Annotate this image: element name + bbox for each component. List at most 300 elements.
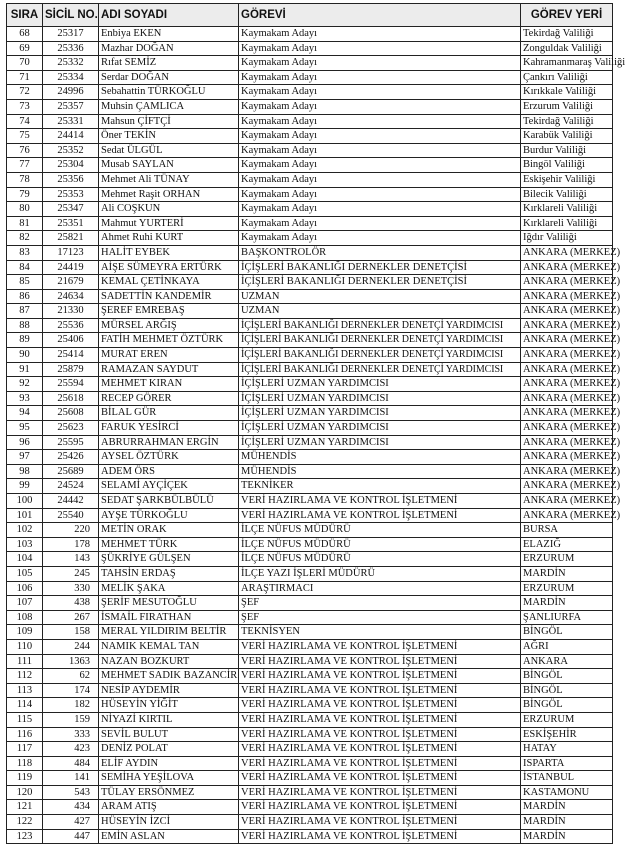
cell-sira: 98 xyxy=(7,464,43,479)
cell-adi-soyadi: Öner TEKİN xyxy=(99,129,239,144)
cell-gorevi: Kaymakam Adayı xyxy=(239,56,521,71)
cell-sira: 83 xyxy=(7,245,43,260)
cell-gorev-yeri: ANKARA (MERKEZ) xyxy=(521,464,613,479)
cell-adi-soyadi: SEDAT ŞARKBÜLBÜLÜ xyxy=(99,494,239,509)
cell-sira: 68 xyxy=(7,27,43,42)
cell-sira: 109 xyxy=(7,625,43,640)
cell-sira: 74 xyxy=(7,114,43,129)
cell-sicil-no: 245 xyxy=(43,566,99,581)
cell-sicil-no: 141 xyxy=(43,771,99,786)
table-row xyxy=(7,216,613,231)
cell-sicil-no: 24634 xyxy=(43,289,99,304)
cell-adi-soyadi: Sedat ÜLGÜL xyxy=(99,143,239,158)
cell-sicil-no: 25594 xyxy=(43,377,99,392)
cell-sicil-no: 25357 xyxy=(43,99,99,114)
cell-sicil-no: 25334 xyxy=(43,70,99,85)
table-row xyxy=(7,464,613,479)
cell-sicil-no: 25351 xyxy=(43,216,99,231)
cell-gorevi: VERİ HAZIRLAMA VE KONTROL İŞLETMENİ xyxy=(239,785,521,800)
table-row xyxy=(7,771,613,786)
table-row xyxy=(7,566,613,581)
cell-sira: 84 xyxy=(7,260,43,275)
cell-gorev-yeri: ERZURUM xyxy=(521,552,613,567)
cell-adi-soyadi: Serdar DOĞAN xyxy=(99,70,239,85)
cell-sicil-no: 484 xyxy=(43,756,99,771)
cell-gorevi: İÇİŞLERİ BAKANLIĞI DERNEKLER DENETÇİ YARDIMCISI xyxy=(239,348,521,363)
table-row xyxy=(7,800,613,815)
cell-adi-soyadi: NAZAN BOZKURT xyxy=(99,654,239,669)
cell-adi-soyadi: MURAT EREN xyxy=(99,348,239,363)
cell-sicil-no: 25406 xyxy=(43,333,99,348)
cell-sicil-no: 25618 xyxy=(43,391,99,406)
cell-sicil-no: 182 xyxy=(43,698,99,713)
cell-sicil-no: 143 xyxy=(43,552,99,567)
cell-gorevi: İÇİŞLERİ UZMAN YARDIMCISI xyxy=(239,391,521,406)
table-row xyxy=(7,552,613,567)
cell-adi-soyadi: Mehmet Ali TÜNAY xyxy=(99,172,239,187)
cell-sicil-no: 25536 xyxy=(43,318,99,333)
cell-sicil-no: 25347 xyxy=(43,202,99,217)
table-row xyxy=(7,494,613,509)
cell-sira: 81 xyxy=(7,216,43,231)
cell-adi-soyadi: Mahsun ÇİFTÇİ xyxy=(99,114,239,129)
cell-adi-soyadi: DENİZ POLAT xyxy=(99,742,239,757)
cell-gorevi: İÇİŞLERİ UZMAN YARDIMCISI xyxy=(239,435,521,450)
cell-gorev-yeri: ANKARA (MERKEZ) xyxy=(521,479,613,494)
cell-gorevi: VERİ HAZIRLAMA VE KONTROL İŞLETMENİ xyxy=(239,829,521,844)
cell-sicil-no: 24414 xyxy=(43,129,99,144)
table-row xyxy=(7,187,613,202)
cell-gorevi: VERİ HAZIRLAMA VE KONTROL İŞLETMENİ xyxy=(239,742,521,757)
header-gorev-yeri: GÖREV YERİ xyxy=(521,4,613,27)
cell-adi-soyadi: AYŞE TÜRKOĞLU xyxy=(99,508,239,523)
cell-sicil-no: 25331 xyxy=(43,114,99,129)
cell-sicil-no: 220 xyxy=(43,523,99,538)
cell-sira: 82 xyxy=(7,231,43,246)
table-body xyxy=(7,27,625,844)
cell-sira: 76 xyxy=(7,143,43,158)
cell-sira: 79 xyxy=(7,187,43,202)
cell-gorevi: VERİ HAZIRLAMA VE KONTROL İŞLETMENİ xyxy=(239,683,521,698)
table-row xyxy=(7,742,613,757)
cell-gorevi: TEKNİKER xyxy=(239,479,521,494)
table-row xyxy=(7,479,613,494)
cell-sicil-no: 330 xyxy=(43,581,99,596)
cell-gorev-yeri: Bingöl Valiliği xyxy=(521,158,613,173)
table-row xyxy=(7,450,613,465)
table-row xyxy=(7,99,613,114)
cell-adi-soyadi: ŞÜKRİYE GÜLŞEN xyxy=(99,552,239,567)
cell-gorevi: Kaymakam Adayı xyxy=(239,27,521,42)
cell-gorevi: İLÇE NÜFUS MÜDÜRÜ xyxy=(239,537,521,552)
cell-gorev-yeri: Eskişehir Valiliği xyxy=(521,172,613,187)
cell-gorev-yeri: Kırıkkale Valiliği xyxy=(521,85,613,100)
cell-sira: 119 xyxy=(7,771,43,786)
cell-sicil-no: 24419 xyxy=(43,260,99,275)
cell-sicil-no: 25414 xyxy=(43,348,99,363)
cell-adi-soyadi: Enbiya EKEN xyxy=(99,27,239,42)
table-row xyxy=(7,275,613,290)
cell-sicil-no: 25353 xyxy=(43,187,99,202)
cell-gorev-yeri: ANKARA (MERKEZ) xyxy=(521,421,613,436)
cell-gorevi: Kaymakam Adayı xyxy=(239,231,521,246)
cell-gorev-yeri: Erzurum Valiliği xyxy=(521,99,613,114)
cell-gorev-yeri: Çankırı Valiliği xyxy=(521,70,613,85)
table-row xyxy=(7,698,613,713)
table-row xyxy=(7,114,613,129)
cell-sicil-no: 25356 xyxy=(43,172,99,187)
cell-sicil-no: 24524 xyxy=(43,479,99,494)
cell-gorevi: İLÇE NÜFUS MÜDÜRÜ xyxy=(239,552,521,567)
cell-sira: 117 xyxy=(7,742,43,757)
table-row xyxy=(7,581,613,596)
table-row xyxy=(7,129,613,144)
cell-sicil-no: 438 xyxy=(43,596,99,611)
cell-sicil-no: 25304 xyxy=(43,158,99,173)
cell-adi-soyadi: ABRURRAHMAN ERGİN xyxy=(99,435,239,450)
cell-gorevi: UZMAN xyxy=(239,304,521,319)
cell-gorev-yeri: Kahramanmaraş Valiliği xyxy=(521,56,613,71)
cell-adi-soyadi: SEMİHA YEŞİLOVA xyxy=(99,771,239,786)
table-row xyxy=(7,172,613,187)
cell-sira: 88 xyxy=(7,318,43,333)
table-row xyxy=(7,654,613,669)
cell-adi-soyadi: Musab SAYLAN xyxy=(99,158,239,173)
cell-gorev-yeri: ANKARA (MERKEZ) xyxy=(521,333,613,348)
cell-gorev-yeri: MARDİN xyxy=(521,596,613,611)
cell-gorev-yeri: ANKARA (MERKEZ) xyxy=(521,406,613,421)
cell-adi-soyadi: MÜRSEL ARĞIŞ xyxy=(99,318,239,333)
cell-gorev-yeri: AĞRI xyxy=(521,639,613,654)
cell-gorev-yeri: ANKARA (MERKEZ) xyxy=(521,304,613,319)
cell-adi-soyadi: Ali COŞKUN xyxy=(99,202,239,217)
cell-sicil-no: 24996 xyxy=(43,85,99,100)
table-row xyxy=(7,245,613,260)
cell-gorevi: İÇİŞLERİ BAKANLIĞI DERNEKLER DENETÇİSİ xyxy=(239,260,521,275)
cell-sira: 87 xyxy=(7,304,43,319)
cell-sicil-no: 333 xyxy=(43,727,99,742)
cell-sicil-no: 434 xyxy=(43,800,99,815)
table-row xyxy=(7,70,613,85)
cell-adi-soyadi: İSMAİL FIRATHAN xyxy=(99,610,239,625)
table-row xyxy=(7,829,613,844)
cell-sicil-no: 25595 xyxy=(43,435,99,450)
cell-sira: 92 xyxy=(7,377,43,392)
cell-gorev-yeri: ANKARA (MERKEZ) xyxy=(521,289,613,304)
cell-gorev-yeri: Burdur Valiliği xyxy=(521,143,613,158)
cell-adi-soyadi: Rıfat SEMİZ xyxy=(99,56,239,71)
cell-gorev-yeri: MARDİN xyxy=(521,566,613,581)
cell-adi-soyadi: Sebahattin TÜRKOĞLU xyxy=(99,85,239,100)
cell-gorevi: Kaymakam Adayı xyxy=(239,129,521,144)
cell-sira: 120 xyxy=(7,785,43,800)
table-row xyxy=(7,537,613,552)
cell-gorev-yeri: ANKARA (MERKEZ) xyxy=(521,377,613,392)
cell-adi-soyadi: Muhsin ÇAMLICA xyxy=(99,99,239,114)
cell-adi-soyadi: NESİP AYDEMİR xyxy=(99,683,239,698)
personnel-table xyxy=(6,3,625,844)
cell-adi-soyadi: ELİF AYDIN xyxy=(99,756,239,771)
cell-sicil-no: 25336 xyxy=(43,41,99,56)
cell-gorevi: MÜHENDİS xyxy=(239,450,521,465)
cell-adi-soyadi: Mazhar DOĞAN xyxy=(99,41,239,56)
cell-gorev-yeri: ANKARA xyxy=(521,654,613,669)
cell-gorev-yeri: ANKARA (MERKEZ) xyxy=(521,362,613,377)
cell-sicil-no: 25821 xyxy=(43,231,99,246)
table-row xyxy=(7,41,613,56)
cell-sicil-no: 423 xyxy=(43,742,99,757)
cell-gorevi: Kaymakam Adayı xyxy=(239,187,521,202)
cell-gorevi: Kaymakam Adayı xyxy=(239,114,521,129)
cell-adi-soyadi: SEVİL BULUT xyxy=(99,727,239,742)
cell-gorevi: TEKNİSYEN xyxy=(239,625,521,640)
cell-gorevi: VERİ HAZIRLAMA VE KONTROL İŞLETMENİ xyxy=(239,669,521,684)
table-row xyxy=(7,85,613,100)
cell-gorevi: Kaymakam Adayı xyxy=(239,202,521,217)
cell-sira: 73 xyxy=(7,99,43,114)
table-row xyxy=(7,727,613,742)
cell-sira: 69 xyxy=(7,41,43,56)
cell-sira: 100 xyxy=(7,494,43,509)
cell-sira: 110 xyxy=(7,639,43,654)
cell-adi-soyadi: FATİH MEHMET ÖZTÜRK xyxy=(99,333,239,348)
cell-adi-soyadi: METİN ORAK xyxy=(99,523,239,538)
cell-gorevi: ŞEF xyxy=(239,610,521,625)
cell-sicil-no: 25317 xyxy=(43,27,99,42)
cell-gorev-yeri: Tekirdağ Valiliği xyxy=(521,114,613,129)
cell-sira: 111 xyxy=(7,654,43,669)
table-row xyxy=(7,333,613,348)
cell-adi-soyadi: MELİK ŞAKA xyxy=(99,581,239,596)
cell-sicil-no: 62 xyxy=(43,669,99,684)
cell-gorevi: ARAŞTIRMACI xyxy=(239,581,521,596)
cell-sira: 103 xyxy=(7,537,43,552)
cell-sira: 116 xyxy=(7,727,43,742)
table-row xyxy=(7,435,613,450)
cell-sira: 114 xyxy=(7,698,43,713)
cell-sicil-no: 158 xyxy=(43,625,99,640)
cell-sira: 106 xyxy=(7,581,43,596)
cell-gorevi: İÇİŞLERİ BAKANLIĞI DERNEKLER DENETÇİ YARDIMCISI xyxy=(239,318,521,333)
cell-gorevi: VERİ HAZIRLAMA VE KONTROL İŞLETMENİ xyxy=(239,654,521,669)
cell-adi-soyadi: ŞEREF EMREBAŞ xyxy=(99,304,239,319)
cell-gorev-yeri: Kırklareli Valiliği xyxy=(521,216,613,231)
cell-adi-soyadi: ADEM ÖRS xyxy=(99,464,239,479)
cell-sicil-no: 25352 xyxy=(43,143,99,158)
cell-gorev-yeri: ELAZIĞ xyxy=(521,537,613,552)
cell-sicil-no: 25623 xyxy=(43,421,99,436)
cell-gorev-yeri: Tekirdağ Valiliği xyxy=(521,27,613,42)
cell-gorev-yeri: Karabük Valiliği xyxy=(521,129,613,144)
cell-sicil-no: 24442 xyxy=(43,494,99,509)
cell-adi-soyadi: MEHMET SADIK BAZANCİR xyxy=(99,669,239,684)
cell-sicil-no: 159 xyxy=(43,712,99,727)
cell-adi-soyadi: BİLAL GÜR xyxy=(99,406,239,421)
cell-sira: 90 xyxy=(7,348,43,363)
cell-adi-soyadi: KEMAL ÇETİNKAYA xyxy=(99,275,239,290)
cell-sira: 70 xyxy=(7,56,43,71)
cell-sicil-no: 25426 xyxy=(43,450,99,465)
cell-adi-soyadi: HÜSEYİN YİĞİT xyxy=(99,698,239,713)
cell-gorev-yeri: ANKARA (MERKEZ) xyxy=(521,391,613,406)
cell-sira: 71 xyxy=(7,70,43,85)
cell-sira: 104 xyxy=(7,552,43,567)
cell-adi-soyadi: HÜSEYİN İZCİ xyxy=(99,815,239,830)
cell-adi-soyadi: SADETTİN KANDEMİR xyxy=(99,289,239,304)
cell-gorevi: VERİ HAZIRLAMA VE KONTROL İŞLETMENİ xyxy=(239,712,521,727)
cell-gorevi: Kaymakam Adayı xyxy=(239,85,521,100)
cell-sira: 122 xyxy=(7,815,43,830)
cell-gorev-yeri: ANKARA (MERKEZ) xyxy=(521,494,613,509)
cell-sicil-no: 17123 xyxy=(43,245,99,260)
cell-gorev-yeri: İSTANBUL xyxy=(521,771,613,786)
cell-sira: 94 xyxy=(7,406,43,421)
table-row xyxy=(7,785,613,800)
cell-sira: 86 xyxy=(7,289,43,304)
cell-gorev-yeri: Zonguldak Valiliği xyxy=(521,41,613,56)
cell-gorevi: İÇİŞLERİ UZMAN YARDIMCISI xyxy=(239,377,521,392)
cell-gorevi: VERİ HAZIRLAMA VE KONTROL İŞLETMENİ xyxy=(239,698,521,713)
cell-adi-soyadi: AYSEL ÖZTÜRK xyxy=(99,450,239,465)
cell-gorev-yeri: HATAY xyxy=(521,742,613,757)
header-sicil-no: SİCİL NO. xyxy=(43,4,99,27)
table-row xyxy=(7,362,613,377)
table-row xyxy=(7,756,613,771)
cell-adi-soyadi: Mahmut YURTERİ xyxy=(99,216,239,231)
cell-gorevi: VERİ HAZIRLAMA VE KONTROL İŞLETMENİ xyxy=(239,508,521,523)
cell-adi-soyadi: NİYAZİ KIRTIL xyxy=(99,712,239,727)
cell-gorev-yeri: ANKARA (MERKEZ) xyxy=(521,318,613,333)
cell-gorev-yeri: MARDİN xyxy=(521,829,613,844)
cell-sicil-no: 427 xyxy=(43,815,99,830)
cell-gorevi: VERİ HAZIRLAMA VE KONTROL İŞLETMENİ xyxy=(239,771,521,786)
cell-adi-soyadi: ARAM ATIŞ xyxy=(99,800,239,815)
cell-gorev-yeri: ANKARA (MERKEZ) xyxy=(521,348,613,363)
table-row xyxy=(7,391,613,406)
cell-adi-soyadi: SELAMİ AYÇİÇEK xyxy=(99,479,239,494)
table-row xyxy=(7,625,613,640)
cell-gorev-yeri: ANKARA (MERKEZ) xyxy=(521,508,613,523)
cell-gorevi: Kaymakam Adayı xyxy=(239,41,521,56)
cell-sira: 75 xyxy=(7,129,43,144)
cell-gorev-yeri: BİNGÖL xyxy=(521,683,613,698)
cell-sicil-no: 244 xyxy=(43,639,99,654)
cell-sira: 78 xyxy=(7,172,43,187)
cell-gorevi: UZMAN xyxy=(239,289,521,304)
cell-sicil-no: 1363 xyxy=(43,654,99,669)
cell-adi-soyadi: MEHMET TÜRK xyxy=(99,537,239,552)
cell-gorevi: İÇİŞLERİ UZMAN YARDIMCISI xyxy=(239,421,521,436)
table-row xyxy=(7,610,613,625)
table-row xyxy=(7,318,613,333)
cell-sira: 85 xyxy=(7,275,43,290)
cell-sira: 105 xyxy=(7,566,43,581)
cell-gorevi: VERİ HAZIRLAMA VE KONTROL İŞLETMENİ xyxy=(239,815,521,830)
cell-gorevi: MÜHENDİS xyxy=(239,464,521,479)
cell-gorevi: Kaymakam Adayı xyxy=(239,70,521,85)
cell-sira: 77 xyxy=(7,158,43,173)
cell-adi-soyadi: MEHMET KIRAN xyxy=(99,377,239,392)
cell-gorev-yeri: ANKARA (MERKEZ) xyxy=(521,245,613,260)
cell-gorevi: VERİ HAZIRLAMA VE KONTROL İŞLETMENİ xyxy=(239,639,521,654)
cell-sira: 93 xyxy=(7,391,43,406)
cell-gorev-yeri: ANKARA (MERKEZ) xyxy=(521,275,613,290)
cell-gorevi: İLÇE YAZI İŞLERİ MÜDÜRÜ xyxy=(239,566,521,581)
cell-adi-soyadi: HALİT EYBEK xyxy=(99,245,239,260)
cell-adi-soyadi: ŞERİF MESUTOĞLU xyxy=(99,596,239,611)
table-row xyxy=(7,683,613,698)
cell-gorev-yeri: ERZURUM xyxy=(521,581,613,596)
cell-gorevi: VERİ HAZIRLAMA VE KONTROL İŞLETMENİ xyxy=(239,756,521,771)
cell-gorevi: Kaymakam Adayı xyxy=(239,99,521,114)
cell-adi-soyadi: Mehmet Raşit ORHAN xyxy=(99,187,239,202)
cell-adi-soyadi: Ahmet Ruhi KURT xyxy=(99,231,239,246)
cell-gorevi: İÇİŞLERİ BAKANLIĞI DERNEKLER DENETÇİSİ xyxy=(239,275,521,290)
cell-gorevi: BAŞKONTROLÖR xyxy=(239,245,521,260)
table-row xyxy=(7,406,613,421)
cell-gorevi: VERİ HAZIRLAMA VE KONTROL İŞLETMENİ xyxy=(239,727,521,742)
cell-sira: 95 xyxy=(7,421,43,436)
cell-sicil-no: 21679 xyxy=(43,275,99,290)
cell-gorev-yeri: BİNGÖL xyxy=(521,625,613,640)
cell-gorev-yeri: MARDİN xyxy=(521,815,613,830)
cell-sira: 102 xyxy=(7,523,43,538)
cell-gorevi: Kaymakam Adayı xyxy=(239,172,521,187)
cell-gorev-yeri: ESKİŞEHİR xyxy=(521,727,613,742)
cell-gorevi: Kaymakam Adayı xyxy=(239,158,521,173)
personnel-list-sheet xyxy=(6,3,625,844)
table-row xyxy=(7,421,613,436)
cell-sira: 72 xyxy=(7,85,43,100)
cell-sira: 80 xyxy=(7,202,43,217)
cell-sira: 108 xyxy=(7,610,43,625)
cell-gorev-yeri: Kırklareli Valiliği xyxy=(521,202,613,217)
cell-sira: 99 xyxy=(7,479,43,494)
cell-gorevi: Kaymakam Adayı xyxy=(239,143,521,158)
cell-gorevi: İÇİŞLERİ BAKANLIĞI DERNEKLER DENETÇİ YARDIMCISI xyxy=(239,362,521,377)
table-row xyxy=(7,231,613,246)
cell-gorevi: İÇİŞLERİ UZMAN YARDIMCISI xyxy=(239,406,521,421)
cell-sira: 107 xyxy=(7,596,43,611)
cell-sicil-no: 267 xyxy=(43,610,99,625)
cell-sicil-no: 25689 xyxy=(43,464,99,479)
cell-sicil-no: 25608 xyxy=(43,406,99,421)
cell-sira: 118 xyxy=(7,756,43,771)
cell-gorevi: İLÇE NÜFUS MÜDÜRÜ xyxy=(239,523,521,538)
cell-adi-soyadi: FARUK YESİRCİ xyxy=(99,421,239,436)
cell-sira: 101 xyxy=(7,508,43,523)
cell-gorevi: ŞEF xyxy=(239,596,521,611)
table-row xyxy=(7,143,613,158)
cell-gorevi: VERİ HAZIRLAMA VE KONTROL İŞLETMENİ xyxy=(239,800,521,815)
cell-gorev-yeri: KASTAMONU xyxy=(521,785,613,800)
cell-sicil-no: 543 xyxy=(43,785,99,800)
cell-sira: 112 xyxy=(7,669,43,684)
cell-sira: 121 xyxy=(7,800,43,815)
cell-gorev-yeri: ISPARTA xyxy=(521,756,613,771)
cell-sicil-no: 25332 xyxy=(43,56,99,71)
cell-gorev-yeri: ŞANLIURFA xyxy=(521,610,613,625)
table-row xyxy=(7,289,613,304)
cell-sicil-no: 21330 xyxy=(43,304,99,319)
table-row xyxy=(7,27,613,42)
cell-gorev-yeri: BİNGÖL xyxy=(521,669,613,684)
cell-sira: 91 xyxy=(7,362,43,377)
cell-sira: 123 xyxy=(7,829,43,844)
cell-sicil-no: 25540 xyxy=(43,508,99,523)
cell-gorev-yeri: BİNGÖL xyxy=(521,698,613,713)
cell-sicil-no: 447 xyxy=(43,829,99,844)
